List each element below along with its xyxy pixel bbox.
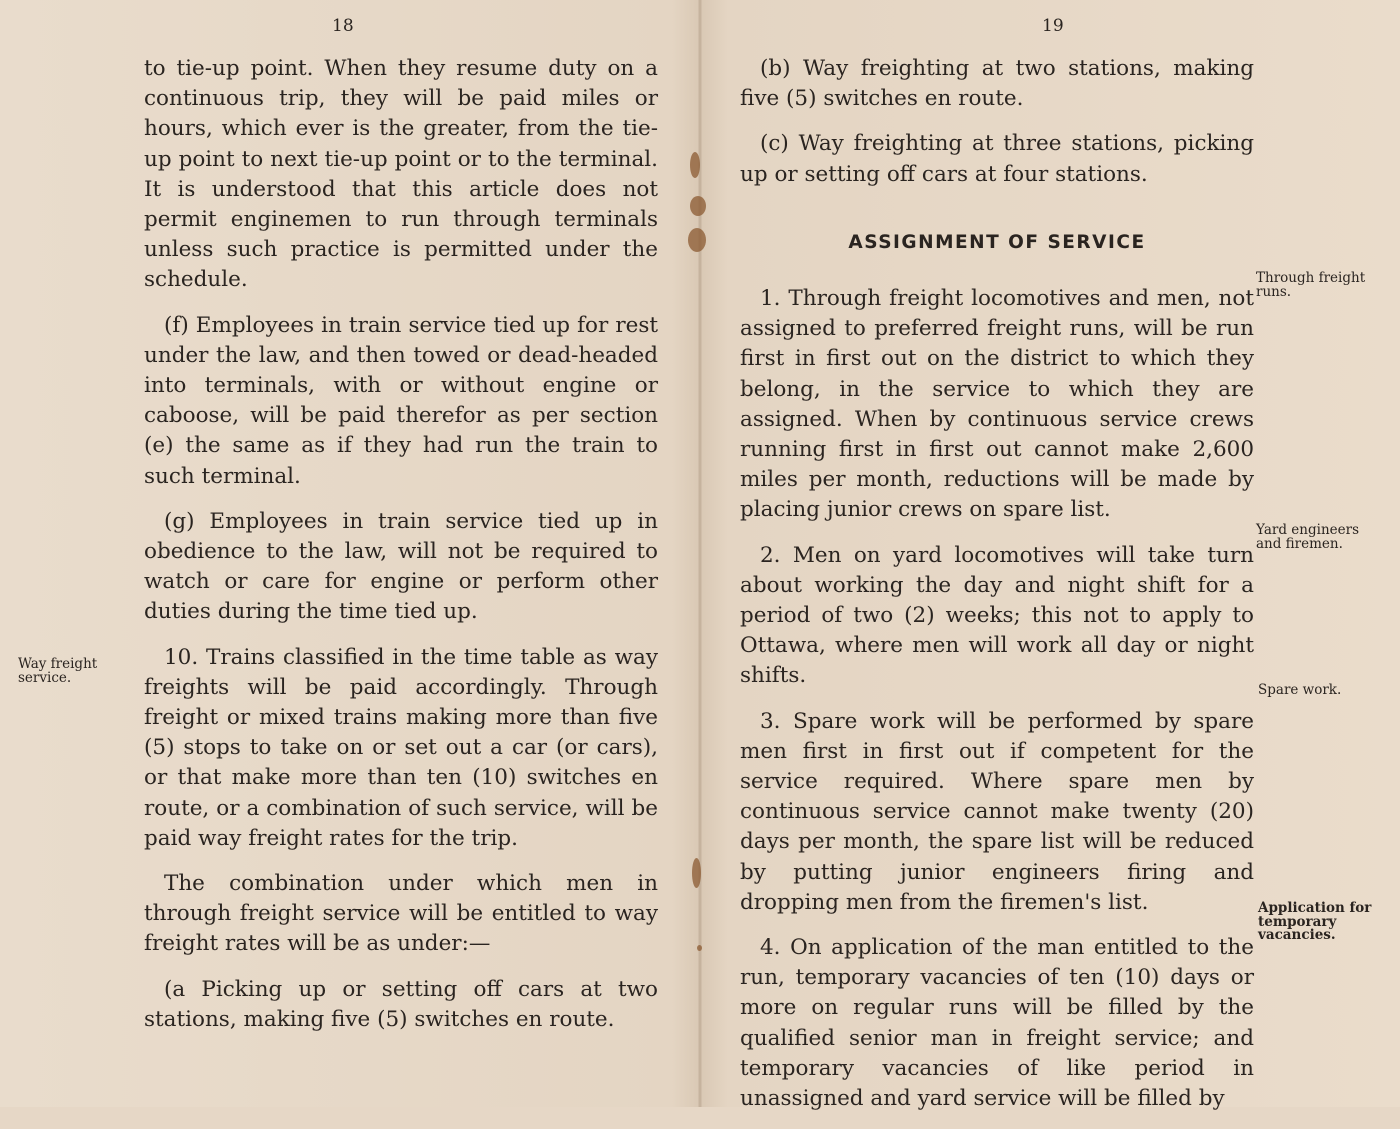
paragraph: (b) Way freighting at two stations, making five (5) switches en route. bbox=[740, 56, 1254, 112]
margin-note-through-freight: Through freight runs. bbox=[1256, 270, 1366, 300]
paragraph: 1. Through freight locomotives and men, not assigned to preferred freight runs, will be run first in first out on the district to which they belong, in the service to which they are assigned. When by continuous service crews running first in first out cannot make 2,600 miles per month, reductions will be made by placing junior crews on spare list. bbox=[740, 286, 1254, 523]
paragraph: (a Picking up or setting off cars at two stations, making five (5) switches en route. bbox=[144, 976, 658, 1032]
paragraph: (c) Way freighting at three stations, picking up or setting off cars at four stations. bbox=[740, 131, 1254, 187]
binding-stain bbox=[690, 152, 700, 178]
paragraph: to tie-up point. When they resume duty on a continuous trip, they will be paid miles or hours, which ever is the greater, from the tie-up point to next tie-up point or to the terminal. It is understood that this article does not permit enginemen to run through terminals unless such practice is permitted under the schedule. bbox=[144, 56, 658, 293]
binding-stain bbox=[688, 228, 706, 252]
paragraph: (g) Employees in train service tied up in obedience to the law, will not be required to watch or care for engine or perform other duties during the time tied up. bbox=[144, 508, 658, 625]
margin-note-temporary-vacancies: Application for temporary vacancies. bbox=[1258, 900, 1372, 943]
paragraph: 3. Spare work will be performed by spare men first in first out if competent for the service required. Where spare men by continuous service cannot make twenty (20) days per month, the spare list will be reduced by putting junior engineers firing and dropping men from the firemen's list. bbox=[740, 708, 1254, 915]
binding-stain bbox=[690, 196, 706, 216]
paragraph: The combination under which men in through freight service will be entitled to way freight rates will be as under:— bbox=[144, 871, 658, 957]
margin-note-yard-engineers: Yard engineers and firemen. bbox=[1256, 522, 1359, 552]
binding-stain bbox=[692, 858, 701, 888]
section-heading: ASSIGNMENT OF SERVICE bbox=[848, 231, 1146, 253]
margin-note-way-freight: Way freight service. bbox=[18, 656, 98, 686]
paragraph: 10. Trains classified in the time table as way freights will be paid accordingly. Through freight or mixed trains making more than five (5) stops to take on or set out a car (or cars), or that make more than ten (10) switches en route, or a combination of such service, will be paid way freight rates for the trip. bbox=[144, 644, 658, 851]
binding-stain bbox=[697, 945, 702, 951]
paragraph: (f) Employees in train service tied up for rest under the law, and then towed or dead-headed into terminals, with or without engine or caboose, will be paid therefor as per section (e) the same as if they had run the train to such terminal. bbox=[144, 312, 658, 489]
paragraph: 2. Men on yard locomotives will take turn about working the day and night shift for a period of two (2) weeks; this not to apply to Ottawa, where men will work all day or night shifts. bbox=[740, 542, 1254, 689]
margin-note-spare-work: Spare work. bbox=[1258, 682, 1342, 698]
right-page-text bbox=[740, 54, 1254, 1129]
page-number-left: 18 bbox=[332, 16, 354, 36]
paragraph: 4. On application of the man entitled to the run, temporary vacancies of ten (10) days or more on regular runs will be filled by the qualified senior man in freight service; and temporary vacancies of like period in unassigned and yard service will be filled by bbox=[740, 935, 1254, 1112]
left-page-text bbox=[144, 54, 658, 1050]
page-number-right: 19 bbox=[1042, 16, 1064, 36]
